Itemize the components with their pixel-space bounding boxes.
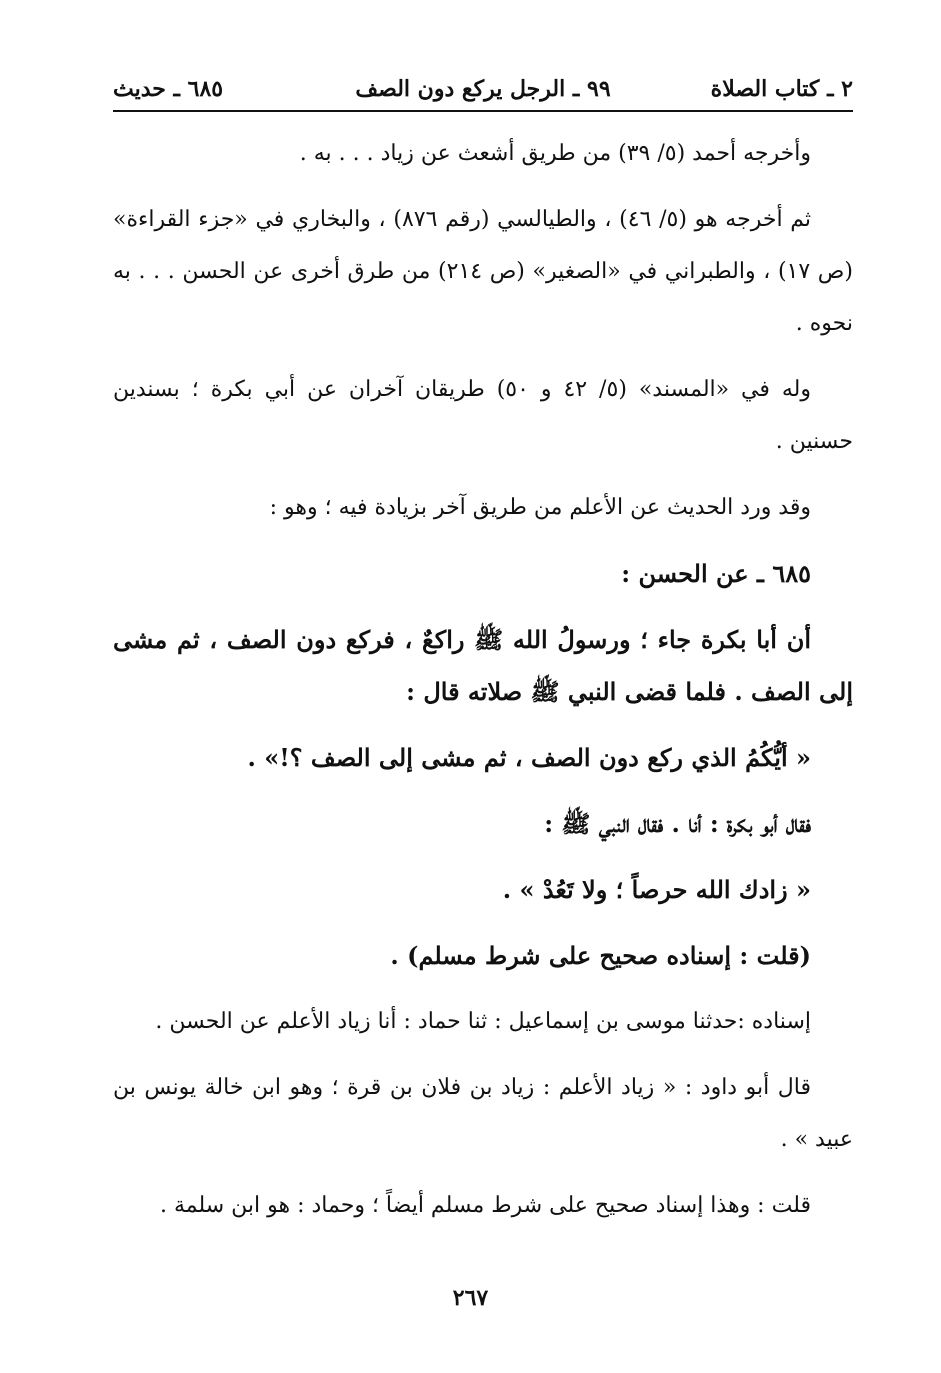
- paragraph-transition: وقد ورد الحديث عن الأعلم من طريق آخر بزيادة فيه ؛ وهو :: [269, 495, 811, 520]
- paragraph-musnad: وله في «المسند» (٥/ ٤٢ و ٥٠) طريقان آخران عن أبي بكرة ؛ بسندين حسنين .: [113, 377, 853, 454]
- page-number: ٢٦٧: [452, 1285, 489, 1311]
- running-header: [113, 70, 853, 112]
- hadith-quote-answer: « زادك الله حرصاً ؛ ولا تَعُدْ » .: [502, 875, 811, 904]
- header-hadith-number: ٦٨٥ ـ حديث: [113, 76, 224, 102]
- hadith-reply: فقال أبو بكرة : أنا . فقال النبي ﷺ :: [544, 809, 811, 838]
- abu-dawud-note: قال أبو داود : « زياد الأعلم : زياد بن فلان بن قرة ؛ وهو ابن خالة يونس بن عبيد » .: [113, 1075, 853, 1152]
- author-note: قلت : وهذا إسناد صحيح على شرط مسلم أيضاً ؛ وحماد : هو ابن سلمة .: [159, 1193, 811, 1218]
- paragraph-ahmad: وأخرجه أحمد (٥/ ٣٩) من طريق أشعث عن زياد . . . به .: [299, 141, 811, 166]
- paragraph-other-sources: ثم أخرجه هو (٥/ ٤٦) ، والطيالسي (رقم ٨٧٦) ، والبخاري في «جزء القراءة» (ص ١٧) ، والطبراني في «الصغير» (ص ٢١٤) من طرق أخرى عن الحسن . . . به نحوه .: [113, 207, 853, 336]
- header-chapter-title: ٩٩ ـ الرجل يركع دون الصف: [355, 76, 611, 102]
- hadith-heading: ٦٨٥ ـ عن الحسن :: [621, 559, 811, 588]
- hadith-text: أن أبا بكرة جاء ؛ ورسولُ الله ﷺ راكعٌ ، فركع دون الصف ، ثم مشى إلى الصف . فلما قضى النبي ﷺ صلاته قال :: [113, 625, 853, 706]
- header-book-title: ٢ ـ كتاب الصلاة: [710, 76, 853, 102]
- isnad-paragraph: إسناده :حدثنا موسى بن إسماعيل : ثنا حماد : أنا زياد الأعلم عن الحسن .: [155, 1009, 811, 1034]
- grading-note: (قلت : إسناده صحيح على شرط مسلم) .: [390, 941, 811, 970]
- hadith-quote-question: « أيُّكُمُ الذي ركع دون الصف ، ثم مشى إلى الصف ؟!» .: [247, 743, 811, 772]
- page-body: [113, 128, 853, 1246]
